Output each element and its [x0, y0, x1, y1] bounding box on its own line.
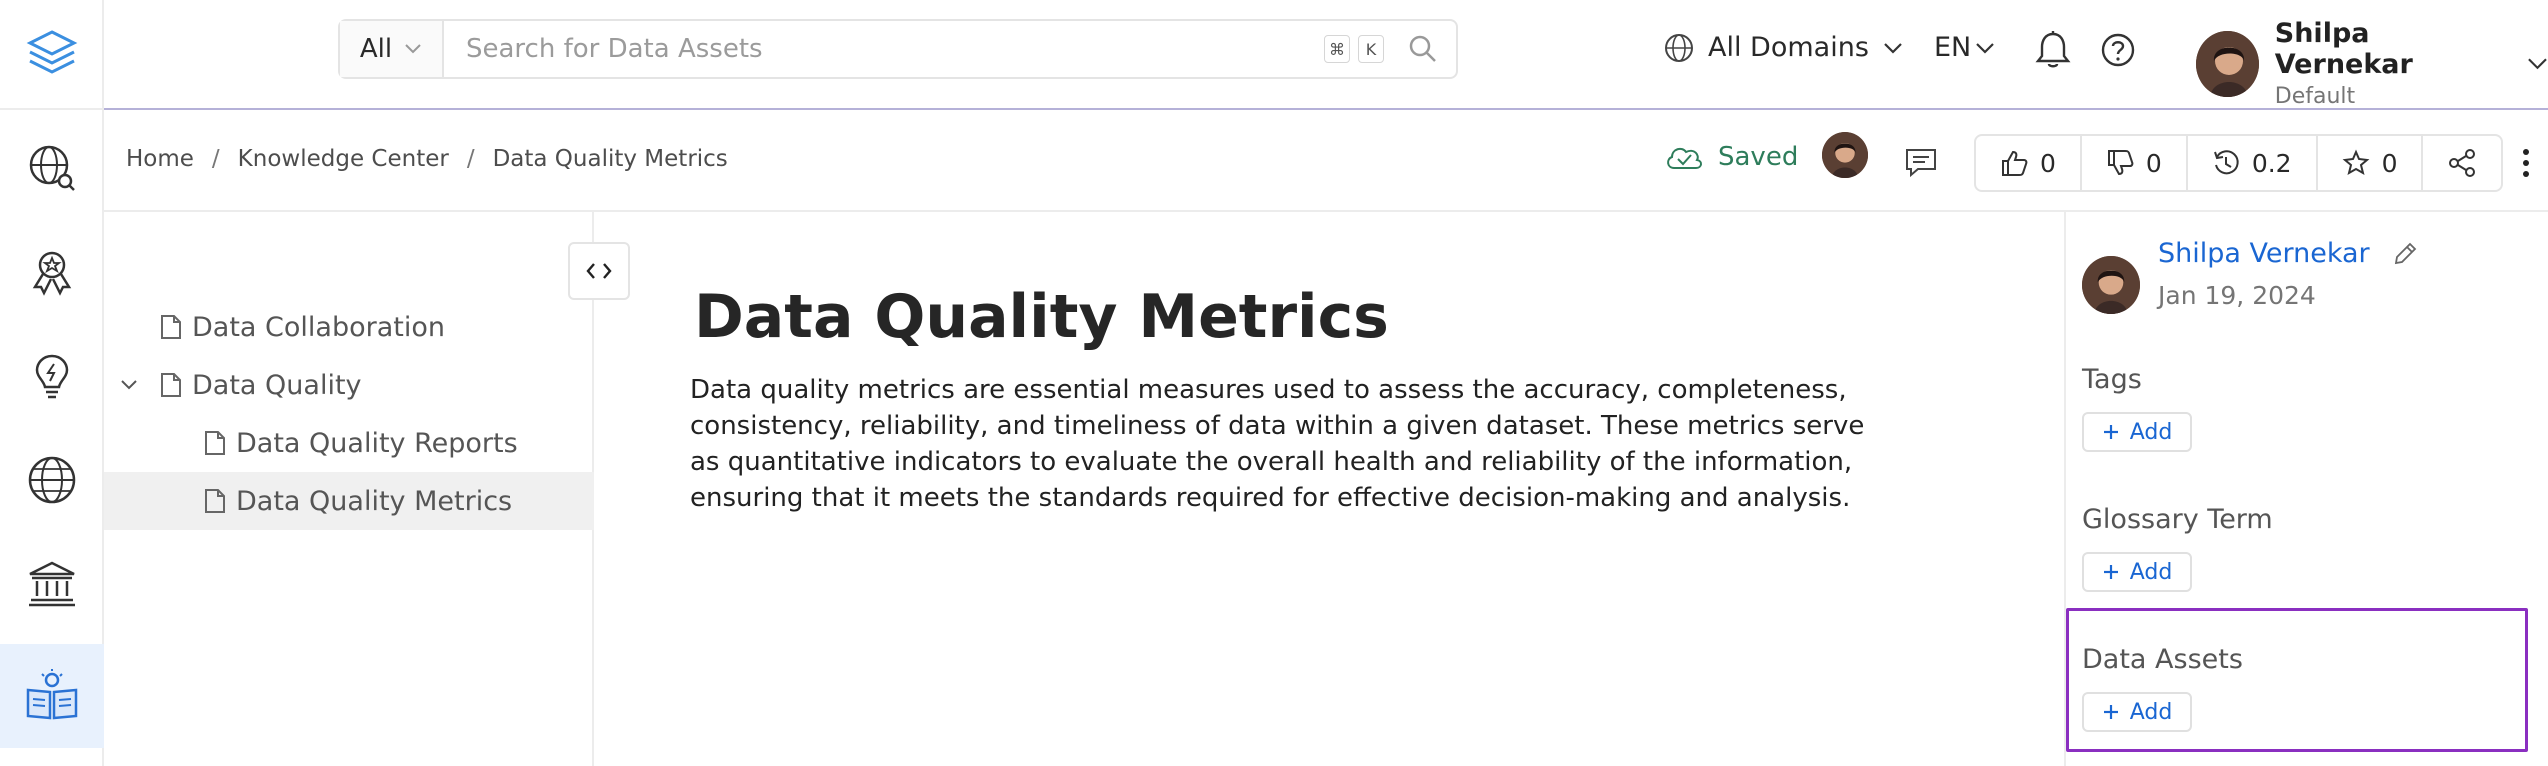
notifications-button[interactable]	[2034, 30, 2072, 74]
details-panel	[2064, 212, 2548, 766]
nav-domains[interactable]	[0, 428, 104, 532]
nav-knowledge-center[interactable]	[0, 644, 104, 748]
globe-search-icon	[27, 143, 77, 193]
search-scope-label: All	[359, 34, 393, 64]
globe-icon	[1664, 33, 1694, 63]
dislike-button[interactable]	[2082, 136, 2188, 190]
tree-item-label: Data Collaboration	[192, 311, 445, 343]
chevron-down-icon	[1883, 42, 1903, 54]
avatar	[2196, 31, 2259, 97]
nav-explore[interactable]	[0, 116, 104, 220]
breadcrumb-current: Data Quality Metrics	[492, 146, 728, 172]
help-button[interactable]	[2100, 32, 2136, 72]
language-label: EN	[1934, 32, 1972, 63]
tree-item-label: Data Quality Metrics	[236, 485, 513, 517]
top-bar	[104, 0, 2548, 110]
chevron-down-icon	[1975, 42, 1995, 54]
version-button[interactable]	[2188, 136, 2318, 190]
glossary-term-label: Glossary Term	[2082, 504, 2273, 535]
star-icon	[2342, 149, 2370, 177]
document-icon	[204, 488, 226, 514]
author-date: Jan 19, 2024	[2158, 281, 2316, 310]
globe-icon	[26, 454, 78, 506]
document-icon	[160, 314, 182, 340]
domains-label: All Domains	[1708, 32, 1869, 63]
breadcrumb-separator: /	[211, 146, 220, 172]
breadcrumb-knowledge-center[interactable]: Knowledge Center	[237, 146, 449, 172]
tree-item-label: Data Quality	[192, 369, 362, 401]
nav-rail	[0, 0, 104, 766]
chevron-down-icon[interactable]	[114, 379, 144, 391]
user-name: Shilpa Vernekar	[2274, 18, 2413, 80]
collapse-panel-button[interactable]	[568, 242, 630, 300]
breadcrumb-separator: /	[466, 146, 475, 172]
plus-icon	[2102, 563, 2120, 581]
lightbulb-icon	[27, 351, 77, 401]
edit-pencil-icon[interactable]	[2392, 241, 2418, 267]
add-data-asset-label: Add	[2129, 699, 2173, 725]
search-scope-select[interactable]	[340, 21, 444, 77]
domains-dropdown[interactable]	[1664, 32, 1903, 63]
bank-icon	[26, 558, 78, 610]
star-count: 0	[2381, 148, 2398, 178]
kebab-menu-icon	[2521, 147, 2531, 179]
article-body[interactable]: Data quality metrics are essential measures used to assess the accuracy, completeness, consistency, reliability, and timeliness of data within a given dataset. These metrics serve as quantitative indicators to evaluate the overall health and reliability of the information, ensuring that it meets the standards required for effective decision-making and analysis.	[690, 375, 1865, 513]
saved-label: Saved	[1718, 142, 1799, 172]
share-button[interactable]	[2423, 136, 2501, 190]
tree-item[interactable]	[104, 356, 594, 414]
add-glossary-term-label: Add	[2129, 559, 2173, 585]
breadcrumb-home[interactable]: Home	[126, 146, 194, 172]
more-options-button[interactable]	[2504, 134, 2548, 192]
chevron-down-icon	[404, 43, 422, 55]
history-icon	[2212, 149, 2240, 177]
like-count: 0	[2040, 148, 2056, 178]
plus-icon	[2102, 423, 2120, 441]
tags-label: Tags	[2082, 364, 2142, 395]
tree-item[interactable]	[104, 414, 594, 472]
open-book-idea-icon	[24, 668, 80, 724]
plus-icon	[2102, 703, 2120, 721]
version-label: 0.2	[2251, 148, 2292, 178]
thumbs-up-icon	[2000, 149, 2028, 177]
article-tree	[104, 212, 594, 766]
question-circle-icon	[2100, 32, 2136, 68]
tree-item-label: Data Quality Reports	[236, 427, 518, 459]
nav-quality[interactable]	[0, 220, 104, 324]
bell-icon	[2034, 30, 2072, 70]
data-assets-label: Data Assets	[2082, 644, 2243, 675]
author-name[interactable]: Shilpa Vernekar	[2158, 238, 2370, 269]
add-data-asset-button[interactable]	[2082, 692, 2192, 732]
kbd-k: K	[1358, 35, 1384, 63]
thumbs-down-icon	[2106, 149, 2134, 177]
search-input[interactable]: Search for Data Assets	[466, 34, 763, 64]
add-tag-button[interactable]	[2082, 412, 2192, 452]
chevron-down-icon	[2527, 57, 2548, 71]
article-title[interactable]: Data Quality Metrics	[694, 282, 1389, 352]
comment-icon	[1904, 146, 1938, 178]
tree-item-selected[interactable]	[104, 472, 594, 530]
avatar[interactable]	[1822, 132, 1868, 178]
saved-status	[1664, 142, 1798, 172]
add-tag-label: Add	[2129, 419, 2173, 445]
kbd-cmd: ⌘	[1324, 35, 1350, 63]
dislike-count: 0	[2145, 148, 2162, 178]
global-search[interactable]	[338, 19, 1458, 79]
nav-governance[interactable]	[0, 532, 104, 636]
layers-logo-icon	[24, 26, 80, 82]
tree-item[interactable]	[104, 298, 594, 356]
app-logo[interactable]	[0, 0, 104, 110]
document-icon	[160, 372, 182, 398]
nav-insights[interactable]	[0, 324, 104, 428]
cloud-check-icon	[1664, 143, 1704, 171]
breadcrumb	[126, 146, 728, 172]
search-icon[interactable]	[1408, 34, 1438, 64]
badge-icon	[27, 247, 77, 297]
page-header	[104, 112, 2548, 212]
language-dropdown[interactable]	[1934, 32, 1995, 63]
comments-button[interactable]	[1904, 146, 1938, 182]
star-button[interactable]	[2318, 136, 2424, 190]
document-icon	[204, 430, 226, 456]
page-actions	[1974, 134, 2503, 192]
add-glossary-term-button[interactable]	[2082, 552, 2192, 592]
like-button[interactable]	[1976, 136, 2082, 190]
user-menu[interactable]	[2196, 18, 2548, 109]
code-brackets-icon	[586, 262, 612, 280]
author-info	[2082, 238, 2418, 314]
user-role: Default	[2274, 84, 2356, 109]
avatar	[2082, 256, 2140, 314]
share-icon	[2447, 148, 2477, 178]
